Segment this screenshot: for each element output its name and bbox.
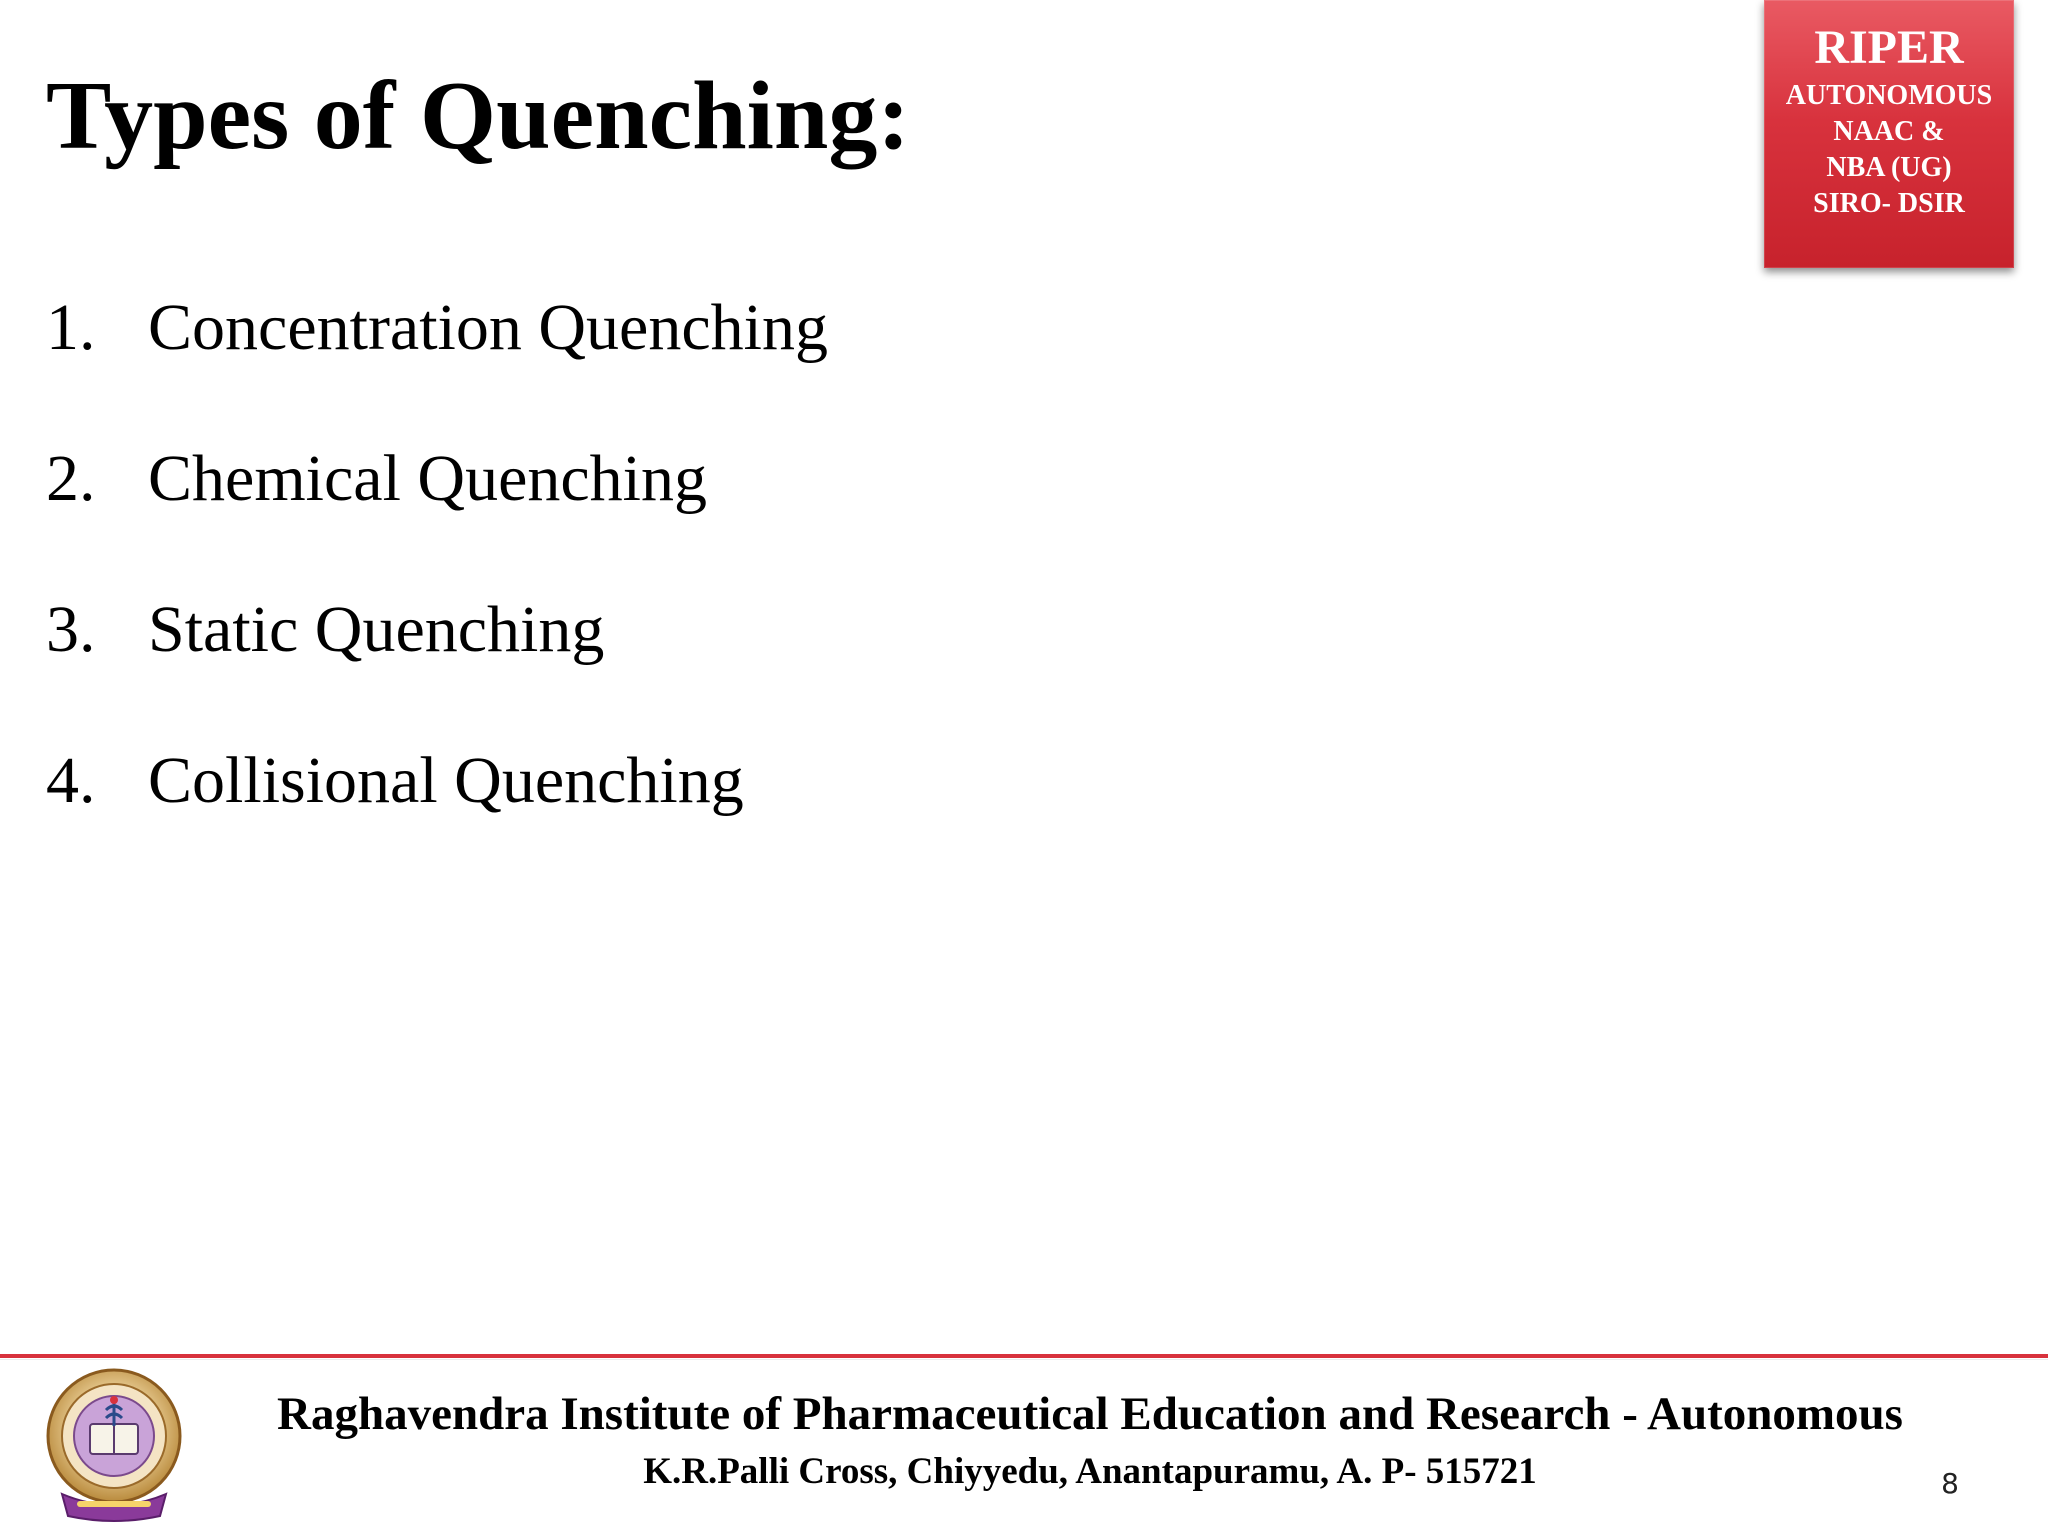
badge-siro: SIRO- DSIR [1813,188,1965,219]
institute-seal-icon [40,1366,188,1526]
list-item [46,431,828,582]
list-item-label: Chemical Quenching [148,442,708,515]
list-item-label: Static Quenching [148,593,605,666]
list-item-label: Concentration Quenching [148,291,828,364]
list-item-label: Collisional Quenching [148,744,744,817]
page-number: 8 [1941,1467,1959,1500]
footer-divider-shadow [0,1359,2048,1360]
list-item-number: 2. [46,442,96,515]
accreditation-badge [1764,0,2014,268]
badge-naac: NAAC & [1833,116,1945,147]
slide-title: Types of Quenching: [46,62,910,170]
badge-nba: NBA (UG) [1826,152,1952,183]
list-item [46,280,828,431]
list-item-number: 4. [46,744,96,817]
list-item-number: 3. [46,593,96,666]
footer-address: K.R.Palli Cross, Chiyyedu, Anantapuramu, A. P- 515721 [643,1451,1537,1492]
badge-riper: RIPER [1814,21,1964,74]
badge-autonomous: AUTONOMOUS [1785,80,1993,111]
list-item-number: 1. [46,291,96,364]
list-item [46,582,828,733]
footer-institution-name: Raghavendra Institute of Pharmaceutical Education and Research - Autonomous [277,1388,1903,1440]
footer-divider [0,1354,2048,1358]
quenching-types-list [46,280,828,884]
list-item [46,733,828,884]
